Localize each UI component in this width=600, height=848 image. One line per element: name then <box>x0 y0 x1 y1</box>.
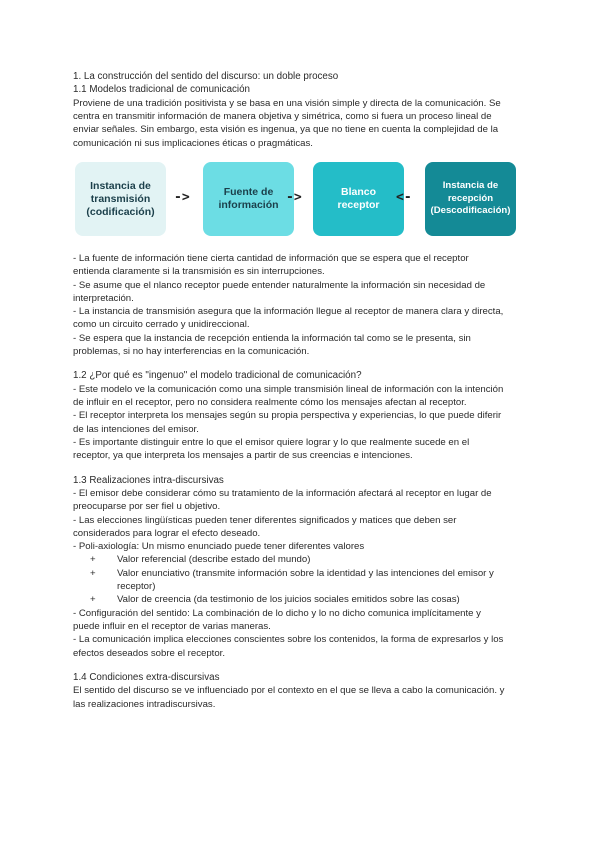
plus-bullet: + <box>90 594 96 606</box>
list-line: entienda claramente si la transmisión es sin interrupciones. <box>73 266 325 278</box>
bullet-text: Valor de creencia (da testimonio de los juicios sociales emitidos sobre las cosas) <box>117 594 460 606</box>
arrow-right: -> <box>174 190 190 205</box>
bullet-text: Valor enunciativo (transmite información sobre la identidad y las intenciones del emisor y <box>117 567 494 579</box>
list-line: - Poli-axiología: Un mismo enunciado puede tener diferentes valores <box>73 541 365 553</box>
paragraph-line: El sentido del discurso se ve influenciado por el contexto en el que se lleva a cabo la comunicación. y <box>73 685 505 697</box>
list-line: como un circuito cerrado y unidireccional. <box>73 319 250 331</box>
list-line: de las intenciones del emisor. <box>73 423 199 435</box>
list-line: preocuparse por ser fiel u objetivo. <box>73 501 221 513</box>
diagram-box-receptor: Blanco receptor <box>313 162 404 236</box>
value-bullet <box>73 593 529 606</box>
plus-bullet: + <box>90 567 96 579</box>
list-line: - El receptor interpreta los mensajes según su propia perspectiva y experiencias, lo que puede diferir <box>73 410 502 422</box>
diagram-box-fuente: Fuente de información <box>203 162 294 236</box>
bullet-text-continuation: receptor) <box>117 581 156 593</box>
list-line: de influir en el receptor, pero no considera realmente cómo los mensajes afectan al receptor. <box>73 397 467 409</box>
list-line: - Configuración del sentido: La combinación de lo dicho y lo no dicho comunica implícitamente y <box>73 607 481 619</box>
document-page <box>73 70 529 711</box>
list-line: considerados para lograr el efecto deseado. <box>73 527 261 539</box>
list-line: interpretación. <box>73 292 134 304</box>
diagram-box-transmision: Instancia de transmisión (codificación) <box>75 162 166 236</box>
communication-model-diagram <box>73 156 529 252</box>
list-line: problemas, si no hay interferencias en la comunicación. <box>73 346 310 358</box>
list-line: puede influir en el receptor de varias maneras. <box>73 620 271 632</box>
value-bullet <box>73 567 529 594</box>
plus-bullet: + <box>90 554 96 566</box>
bullet-text: Valor referencial (describe estado del mundo) <box>117 554 311 566</box>
subsection-title: 1.1 Modelos tradicional de comunicación <box>73 84 250 96</box>
diagram-box-recepcion: Instancia de recepción (Descodificación) <box>425 162 516 236</box>
list-line: - La instancia de transmisión asegura que la información llegue al receptor de manera clara y directa, <box>73 306 504 318</box>
arrow-right: -> <box>286 190 302 205</box>
list-line: - Las elecciones lingüísticas pueden tener diferentes significados y matices que deben ser <box>73 514 457 526</box>
list-line: - La comunicación implica elecciones conscientes sobre los contenidos, la forma de expresarlos y los <box>73 634 504 646</box>
arrow-left: <- <box>396 190 412 205</box>
list-line: - Es importante distinguir entre lo que el emisor quiere lograr y lo que realmente sucede en el <box>73 436 470 448</box>
list-line: - Este modelo ve la comunicación como una simple transmisión lineal de información con la intención <box>73 383 504 395</box>
subsection-title: 1.2 ¿Por qué es "ingenuo" el modelo tradicional de comunicación? <box>73 370 362 382</box>
list-line: - El emisor debe considerar cómo su tratamiento de la información afectará al receptor en lugar de <box>73 487 492 499</box>
list-line: - Se espera que la instancia de recepción entienda la información tal como se le presenta, sin <box>73 332 471 344</box>
paragraph-line: Proviene de una tradición positivista y se basa en una visión simple y directa de la comunicación. Se <box>73 97 501 109</box>
subsection-title: 1.4 Condiciones extra-discursivas <box>73 671 220 683</box>
list-line: receptor, ya que interpreta los mensajes a partir de sus creencias e intenciones. <box>73 450 413 462</box>
paragraph-line: centra en transmitir información de manera objetiva y simétrica, como si fuera un proceso lineal de <box>73 111 492 123</box>
subsection-title: 1.3 Realizaciones intra-discursivas <box>73 474 224 486</box>
paragraph-line: las realizaciones intradiscursivas. <box>73 698 216 710</box>
paragraph-line: enviar señales. Sin embargo, esta visión es ingenua, ya que no tiene en cuenta la complejidad de la <box>73 124 499 136</box>
list-line: - La fuente de información tiene cierta cantidad de información que se espera que el receptor <box>73 253 469 264</box>
list-line: - Se asume que el nlanco receptor puede entender naturalmente la información sin necesidad de <box>73 279 486 291</box>
section-title: 1. La construcción del sentido del discurso: un doble proceso <box>73 71 339 82</box>
paragraph-line: comunicación ni sus implicaciones éticas o pragmáticas. <box>73 137 313 149</box>
list-line: efectos deseados sobre el receptor. <box>73 647 225 659</box>
value-bullet <box>73 553 529 566</box>
